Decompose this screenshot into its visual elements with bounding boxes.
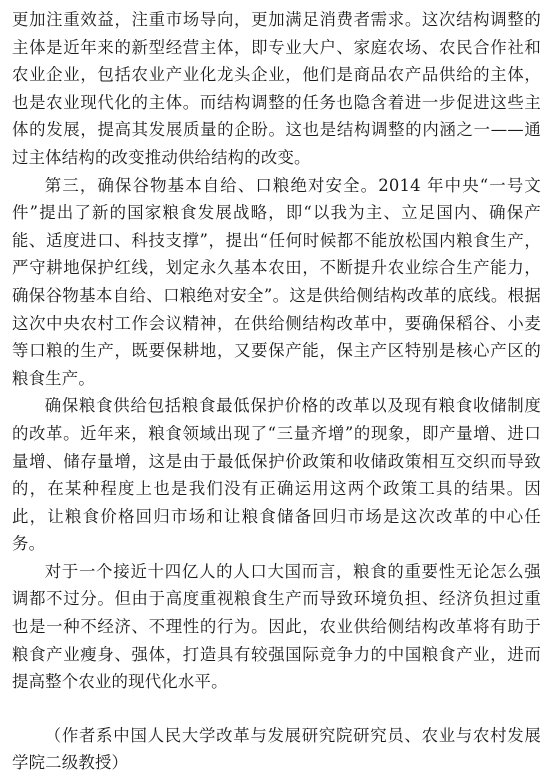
section-spacer — [12, 696, 541, 722]
paragraph-grain-price-reform: 确保粮食供给包括粮食最低保护价格的改革以及现有粮食收储制度的改革。近年来，粮食领域出现了“三量齐增”的现象，即产量增、进口量增、储存量增，这是由于最低保护价政策和收储政策相互交织而导致的，在某种程度上也是我们没有正确运用这两个政策工具的结果。因此，让粮食价格回归市场和让粮食储备回归市场是这次改革的中心任务。 — [12, 396, 541, 554]
paragraph-grain-security: 第三，确保谷物基本自给、口粮绝对安全。2014 年中央“一号文件”提出了新的国家粮食发展战略，即“以我为主、立足国内、确保产能、适度进口、科技支撑”，提出“任何时候都不能放松国内粮食生产，严守耕地保护红线，划定永久基本农田，不断提升农业综合生产能力，确保谷物基本自给、口粮绝对安全”。这是供给侧结构改革的底线。根据这次中央农村工作会议精神，在供给侧结构改革中，要确保稻谷、小麦等口粮的生产，既要保耕地，又要保产能，保主产区特别是核心产区的粮食生产。 — [12, 175, 541, 388]
article-body — [12, 6, 541, 777]
author-note: （作者系中国人民大学改革与发展研究院研究员、农业与农村发展学院二级教授） — [12, 725, 541, 773]
paragraph-structure-adjustment: 更加注重效益，注重市场导向，更加满足消费者需求。这次结构调整的主体是近年来的新型经营主体，即专业大户、家庭农场、农民合作社和农业企业，包括农业产业化龙头企业，他们是商品农产品供给的主体，也是农业现代化的主体。而结构调整的任务也隐含着进一步促进这些主体的发展，提高其发展质量的企盼。这也是结构调整的内涵之一——通过主体结构的改变推动供给结构的改变。 — [12, 10, 541, 167]
paragraph-grain-importance: 对于一个接近十四亿人的人口大国而言，粮食的重要性无论怎么强调都不过分。但由于高度重视粮食生产而导致环境负担、经济负担过重也是一种不经济、不理性的行为。因此，农业供给侧结构改革将有助于粮食产业瘦身、强体，打造具有较强国际竞争力的中国粮食产业，进而提高整个农业的现代化水平。 — [12, 561, 541, 692]
